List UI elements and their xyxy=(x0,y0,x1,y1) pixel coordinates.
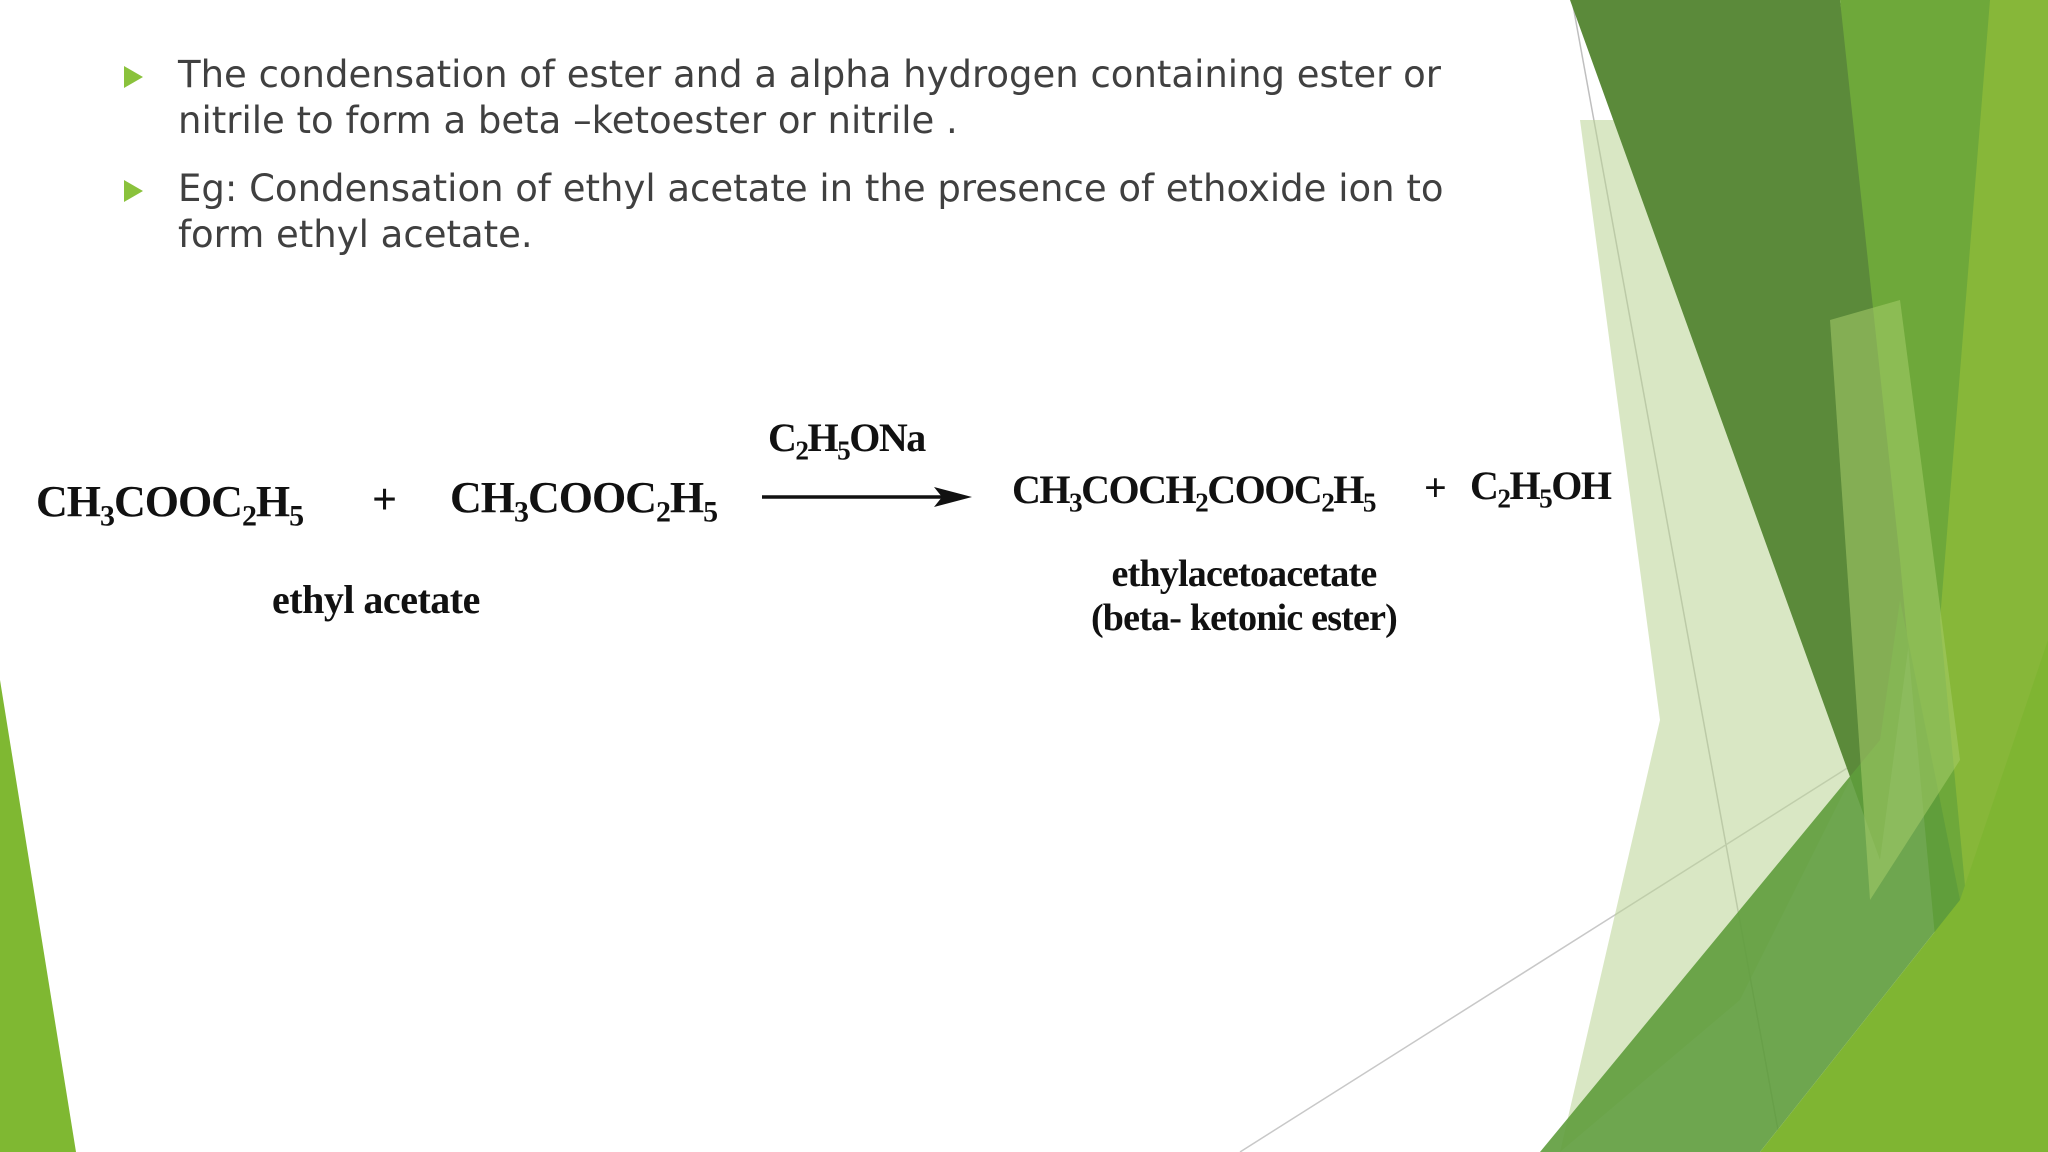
byproduct-formula: $C_2H_5OH$ xyxy=(1470,463,1611,514)
product-label-line-2: (beta- ketonic ester) xyxy=(1090,597,1398,639)
reactant-1-formula: $CH_3COOC_2H_5$ xyxy=(36,477,304,533)
bullet-item xyxy=(120,52,1540,144)
plus-sign: + xyxy=(372,475,397,524)
product-label-line-1: ethylacetoacetate xyxy=(1111,553,1377,595)
reaction-scheme xyxy=(0,380,1660,700)
reaction-arrow-icon xyxy=(762,482,974,512)
reactant-label: ethyl acetate xyxy=(272,577,480,622)
reagent-formula: $C_2H_5ONa$ xyxy=(768,415,925,466)
plus-sign: + xyxy=(1424,465,1446,510)
product-formula: $CH_3COCH_2COOC_2H_5$ xyxy=(1012,467,1375,518)
left-green-sliver xyxy=(0,680,76,1152)
product-label xyxy=(1074,552,1414,640)
bullet-text: Eg: Condensation of ethyl acetate in the presence of ethoxide ion to form ethyl acetate. xyxy=(178,167,1444,256)
bullet-item xyxy=(120,166,1540,258)
bullet-arrow-icon xyxy=(124,180,143,202)
bullet-list xyxy=(120,52,1540,280)
bullet-text: The condensation of ester and a alpha hydrogen containing ester or nitrile to form a beta –ketoester or nitrile . xyxy=(178,53,1441,142)
bullet-arrow-icon xyxy=(124,66,143,88)
reactant-2-formula: $CH_3COOC_2H_5$ xyxy=(450,473,718,529)
